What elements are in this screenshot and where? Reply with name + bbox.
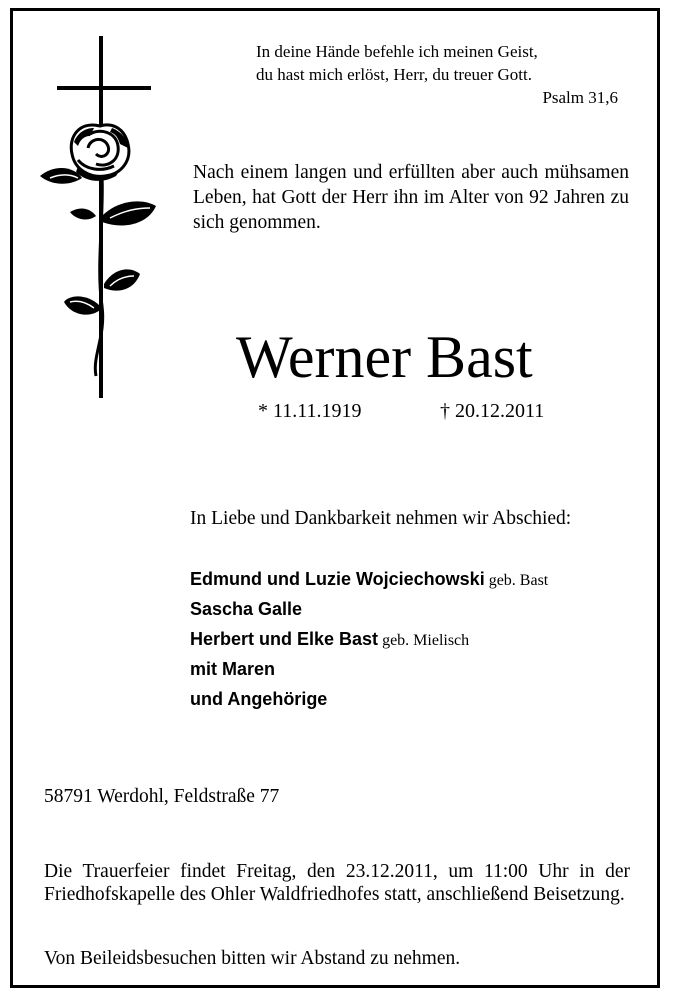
mourner-name: Edmund und Luzie Wojciechowski — [190, 569, 485, 589]
mourner-entry — [190, 564, 630, 594]
mourner-nee: geb. Mielisch — [382, 632, 470, 649]
mourner-name: Sascha Galle — [190, 599, 303, 619]
bible-verse — [256, 40, 618, 109]
deceased-name: Werner Bast — [236, 324, 533, 390]
funeral-notice: Die Trauerfeier findet Freitag, den 23.12.2011, um 11:00 Uhr in der Friedhofskapelle des Ohler Waldfriedhofes statt, anschließend Beisetzung. — [44, 861, 630, 905]
mourner-entry — [190, 684, 630, 714]
birth-date: * 11.11.1919 — [258, 400, 362, 422]
verse-line: In deine Hände befehle ich meinen Geist, — [256, 42, 538, 61]
mourner-name: und Angehörige — [190, 689, 328, 709]
mourner-entry — [190, 654, 630, 684]
verse-reference: Psalm 31,6 — [542, 88, 618, 107]
family-address: 58791 Werdohl, Feldstraße 77 — [44, 786, 280, 807]
mourner-name: mit Maren — [190, 659, 276, 679]
condolence-visits-note: Von Beileidsbesuchen bitten wir Abstand zu nehmen. — [44, 948, 461, 969]
cross-with-rose-icon — [30, 36, 170, 398]
verse-line: du hast mich erlöst, Herr, du treuer Gott. — [256, 65, 532, 84]
death-date: † 20.12.2011 — [440, 400, 545, 422]
mourner-entry — [190, 624, 630, 654]
farewell-paragraph: In Liebe und Dankbarkeit nehmen wir Abschied: — [190, 508, 572, 529]
mourner-name: Herbert und Elke Bast — [190, 629, 379, 649]
mourner-nee: geb. Bast — [488, 572, 549, 589]
mourner-entry — [190, 594, 630, 624]
intro-paragraph: Nach einem langen und erfüllten aber auch mühsamen Leben, hat Gott der Herr ihn im Alter von 92 Jahren zu sich genommen. — [193, 162, 629, 233]
mourners-list — [190, 564, 630, 714]
